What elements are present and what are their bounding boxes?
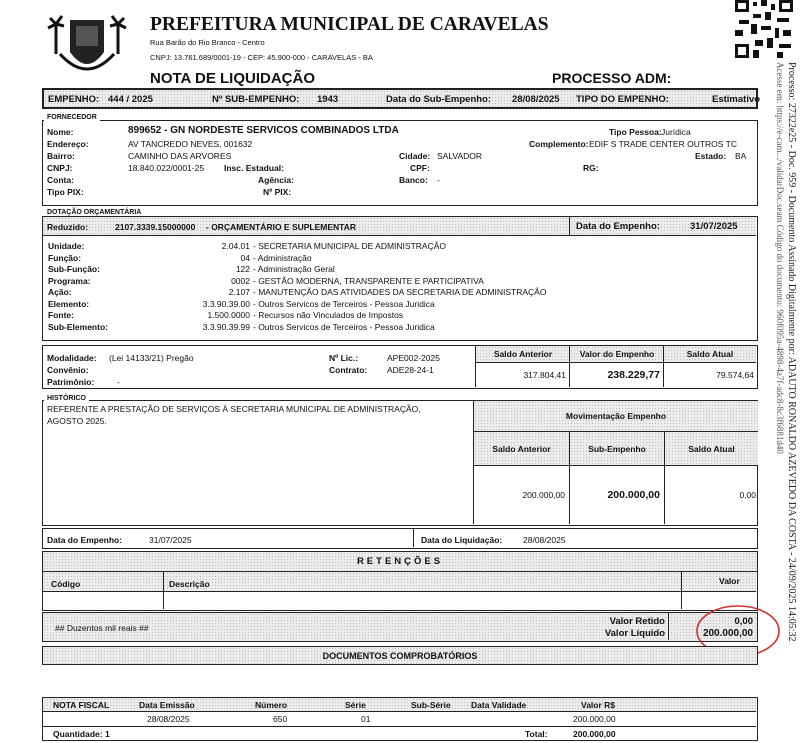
contrato-label: Contrato: xyxy=(329,365,368,375)
institution-address: Rua Barão do Rio Branco - Centro xyxy=(150,38,265,47)
saldo-atual-header: Saldo Atual xyxy=(663,346,756,363)
row-desc: - GESTÃO MODERNA, TRANSPARENTE E PARTICIPATIVA xyxy=(253,275,484,286)
valor-retido-label: Valor Retido xyxy=(609,616,665,627)
reduzido-row xyxy=(43,217,569,236)
row-desc: - MANUTENÇÃO DAS ATIVIDADES DA SECRETARIA DE ADMINISTRAÇÃO xyxy=(253,287,547,297)
nf-header-nota-fiscal: NOTA FISCAL xyxy=(53,700,110,710)
complemento: EDIF S TRADE CENTER OUTROS TC xyxy=(589,139,737,149)
row-label: Ação: xyxy=(48,287,72,297)
cnpj-label: CNPJ: xyxy=(47,163,73,173)
fornecedor-section xyxy=(42,120,758,206)
row-desc: - Administração Geral xyxy=(253,264,335,274)
nf-header-sub-serie: Sub-Série xyxy=(411,700,451,710)
dotacao-row xyxy=(48,241,748,253)
nf-header-data-validade: Data Validade xyxy=(471,700,527,710)
row-label: Sub-Elemento: xyxy=(48,321,108,332)
modalidade-label: Modalidade: xyxy=(47,353,97,363)
data-sub-empenho: 28/08/2025 xyxy=(512,94,560,105)
sub-empenho-number: 1943 xyxy=(317,94,339,105)
saldo-anterior-header: Saldo Anterior xyxy=(475,346,570,363)
estado: BA xyxy=(735,151,747,161)
documentos-title: DOCUMENTOS COMPROBATÓRIOS xyxy=(322,650,478,661)
sub-empenho-label: Nº SUB-EMPENHO: xyxy=(212,94,300,105)
empenho-label: EMPENHO: xyxy=(48,94,100,105)
retencoes-title: RETENÇÕES xyxy=(356,556,444,567)
documentos-header xyxy=(42,646,758,665)
row-code: 2.107 xyxy=(228,287,250,297)
fornecedor-nome: 899652 - GN NORDESTE SERVICOS COMBINADOS LTDA xyxy=(128,125,399,136)
complemento-label: Complemento: xyxy=(529,139,589,149)
patrimonio-label: Patrimônio: xyxy=(47,377,95,387)
processo-adm-label: PROCESSO ADM: xyxy=(552,70,672,86)
document-title: NOTA DE LIQUIDAÇÃO xyxy=(150,70,315,87)
cidade: SALVADOR xyxy=(437,151,483,161)
convenio-label: Convênio: xyxy=(47,365,89,375)
modalidade-section xyxy=(42,345,758,389)
rg-label: RG: xyxy=(583,163,599,173)
valor-liquido: 200.000,00 xyxy=(702,628,753,639)
tipo-pessoa: Jurídica xyxy=(661,127,691,137)
tipo-empenho-label: TIPO DO EMPENHO: xyxy=(576,94,669,105)
valor-header: Valor xyxy=(719,576,740,586)
row-code: 2.04.01 xyxy=(221,241,250,251)
movimentacao-empenho-header: Movimentação Empenho xyxy=(473,401,758,432)
numero-licitacao: APE002-2025 xyxy=(387,353,440,363)
digital-signature-line-1: Processo: 27322e25 - Doc. 959 - Documento Assinado Digitalmente por: ADAUTO RONALDO AZEVEDO DA COSTA - 24/09/2025 14:05:32 xyxy=(786,62,797,642)
historico-text: REFERENTE A PRESTAÇÃO DE SERVIÇOS À SECRETARIA MUNICIPAL DE ADMINISTRAÇÃO, AGOSTO 2025. xyxy=(47,404,421,426)
mov-sub-empenho-value: 200.000,00 xyxy=(569,466,664,524)
data-sub-empenho-label: Data do Sub-Empenho: xyxy=(386,94,492,105)
contrato: ADE28-24-1 xyxy=(387,365,434,375)
row-label: Função: xyxy=(48,252,82,263)
conta-label: Conta: xyxy=(47,175,74,185)
valor-empenho-header: Valor do Empenho xyxy=(569,346,664,363)
endereco: AV TANCREDO NEVES, 001632 xyxy=(128,139,253,149)
data-empenho-label-2: Data do Empenho: xyxy=(47,535,123,545)
valor-empenho-value: 238.229,77 xyxy=(569,363,664,387)
row-code: 0002 xyxy=(231,275,250,286)
patrimonio: - xyxy=(117,377,120,387)
dotacao-section-label: DOTAÇÃO ORÇAMENTÁRIA xyxy=(44,209,144,216)
row-code: 3.3.90.39.00 xyxy=(202,298,250,309)
mov-saldo-atual-header: Saldo Atual xyxy=(664,432,758,466)
digital-signature-line-2: Acesse em: https://e-cam.../validarDoc.seam Código do documento: 960f095a-4898-4a7f-adc8-8c3f6881d40 xyxy=(775,62,785,454)
valores-box xyxy=(42,612,758,642)
insc-estadual-label: Insc. Estadual: xyxy=(224,163,284,173)
nf-numero: 650 xyxy=(273,714,288,724)
row-label: Fonte: xyxy=(48,310,74,320)
row-desc: - SECRETARIA MUNICIPAL DE ADMINISTRAÇÃO xyxy=(253,241,447,251)
nf-valor: 200.000,00 xyxy=(573,714,616,724)
data-empenho-2: 31/07/2025 xyxy=(149,535,192,545)
bairro-label: Bairro: xyxy=(47,151,75,161)
row-label: Sub-Função: xyxy=(48,264,100,274)
cnpj: 18.840.022/0001-25 xyxy=(128,163,205,173)
row-code: 122 xyxy=(235,264,250,274)
row-desc: - Administração xyxy=(253,252,312,263)
mov-saldo-anterior-header: Saldo Anterior xyxy=(473,432,569,466)
institution-title: PREFEITURA MUNICIPAL DE CARAVELAS xyxy=(150,14,549,35)
row-label: Unidade: xyxy=(48,241,85,251)
mov-saldo-anterior-value: 200.000,00 xyxy=(473,466,569,524)
dotacao-row xyxy=(48,253,748,265)
nf-serie: 01 xyxy=(361,714,371,724)
banco: - xyxy=(437,175,440,185)
qr-code xyxy=(733,0,795,58)
dotacao-row xyxy=(48,276,748,288)
data-liquidacao-label: Data do Liquidação: xyxy=(421,535,503,545)
mov-saldo-atual-value: 0,00 xyxy=(664,466,758,524)
tipo-pessoa-label: Tipo Pessoa: xyxy=(609,127,662,137)
data-empenho-label: Data do Empenho: xyxy=(576,221,660,232)
nf-quantidade: Quantidade: 1 xyxy=(53,729,110,739)
reduzido-label: Reduzido: xyxy=(47,222,89,232)
row-code: 3.3.90.39.99 xyxy=(202,321,250,332)
row-label: Programa: xyxy=(48,275,91,286)
modalidade: (Lei 14133/21) Pregão xyxy=(109,353,194,363)
dotacao-row xyxy=(48,310,748,322)
numero-licitacao-label: Nº Lic.: xyxy=(329,353,359,363)
reduzido-desc: - ORÇAMENTÁRIO E SUPLEMENTAR xyxy=(206,222,357,232)
dotacao-row xyxy=(48,264,748,276)
historico-section xyxy=(42,400,758,526)
nome-label: Nome: xyxy=(47,127,74,137)
row-code: 04 xyxy=(240,252,250,263)
dotacao-row xyxy=(48,299,748,311)
nf-header-valor: Valor R$ xyxy=(581,700,616,710)
row-desc: - Outros Servicos de Terceiros - Pessoa Juridica xyxy=(253,298,435,309)
row-label: Elemento: xyxy=(48,298,90,309)
valor-extenso: ## Duzentos mil reais ## xyxy=(55,623,149,633)
institution-cnpj: CNPJ: 13.761.689/0001-19 - CEP: 45.900-000 - CARAVELAS - BA xyxy=(150,53,373,62)
saldo-atual-value: 79.574,64 xyxy=(663,363,756,387)
endereco-label: Endereço: xyxy=(47,139,89,149)
retencoes-table xyxy=(42,571,758,611)
bairro: CAMINHO DAS ARVORES xyxy=(128,151,232,161)
reduzido-code: 2107.3339.15000000 xyxy=(115,222,196,232)
data-liquidacao: 28/08/2025 xyxy=(523,535,566,545)
cidade-label: Cidade: xyxy=(399,151,431,161)
nf-header-numero: Número xyxy=(255,700,288,710)
historico-section-label: HISTÓRICO xyxy=(44,395,89,402)
cpf-label: CPF: xyxy=(410,163,430,173)
dotacao-row xyxy=(48,322,748,334)
nf-data-emissao: 28/08/2025 xyxy=(147,714,190,724)
banco-label: Banco: xyxy=(399,175,428,185)
nf-header-serie: Série xyxy=(345,700,366,710)
row-code: 1.500.0000 xyxy=(207,310,250,320)
retencoes-header xyxy=(42,551,758,572)
nf-header-data-emissao: Data Emissão xyxy=(139,700,195,710)
estado-label: Estado: xyxy=(695,151,727,161)
numero-pix-label: Nº PIX: xyxy=(263,187,292,197)
nf-total: 200.000,00 xyxy=(573,729,616,739)
row-desc: - Outros Servicos de Terceiros - Pessoa Juridica xyxy=(253,321,435,332)
municipal-coat-of-arms-logo xyxy=(46,14,128,78)
datas-row xyxy=(42,528,758,549)
empenho-number: 444 / 2025 xyxy=(108,94,153,105)
row-desc: - Recursos não Vinculados de Impostos xyxy=(253,310,404,320)
descricao-header: Descrição xyxy=(169,579,210,589)
codigo-header: Código xyxy=(51,579,81,589)
tipo-empenho: Estimativo xyxy=(712,94,761,105)
mov-sub-empenho-header: Sub-Empenho xyxy=(569,432,664,466)
nota-fiscal-table xyxy=(42,697,758,741)
agencia-label: Agência: xyxy=(258,175,294,185)
empenho-bar xyxy=(42,88,761,109)
valor-liquido-label: Valor Líquido xyxy=(604,628,665,639)
fornecedor-section-label: FORNECEDOR xyxy=(44,114,100,121)
data-empenho-cell xyxy=(569,217,756,236)
saldo-anterior-value: 317.804,41 xyxy=(475,363,570,387)
dotacao-row xyxy=(48,287,748,299)
valor-retido: 0,00 xyxy=(734,616,753,627)
tipo-pix-label: Tipo PIX: xyxy=(47,187,84,197)
nf-total-label: Total: xyxy=(525,729,548,739)
data-empenho: 31/07/2025 xyxy=(690,221,738,232)
